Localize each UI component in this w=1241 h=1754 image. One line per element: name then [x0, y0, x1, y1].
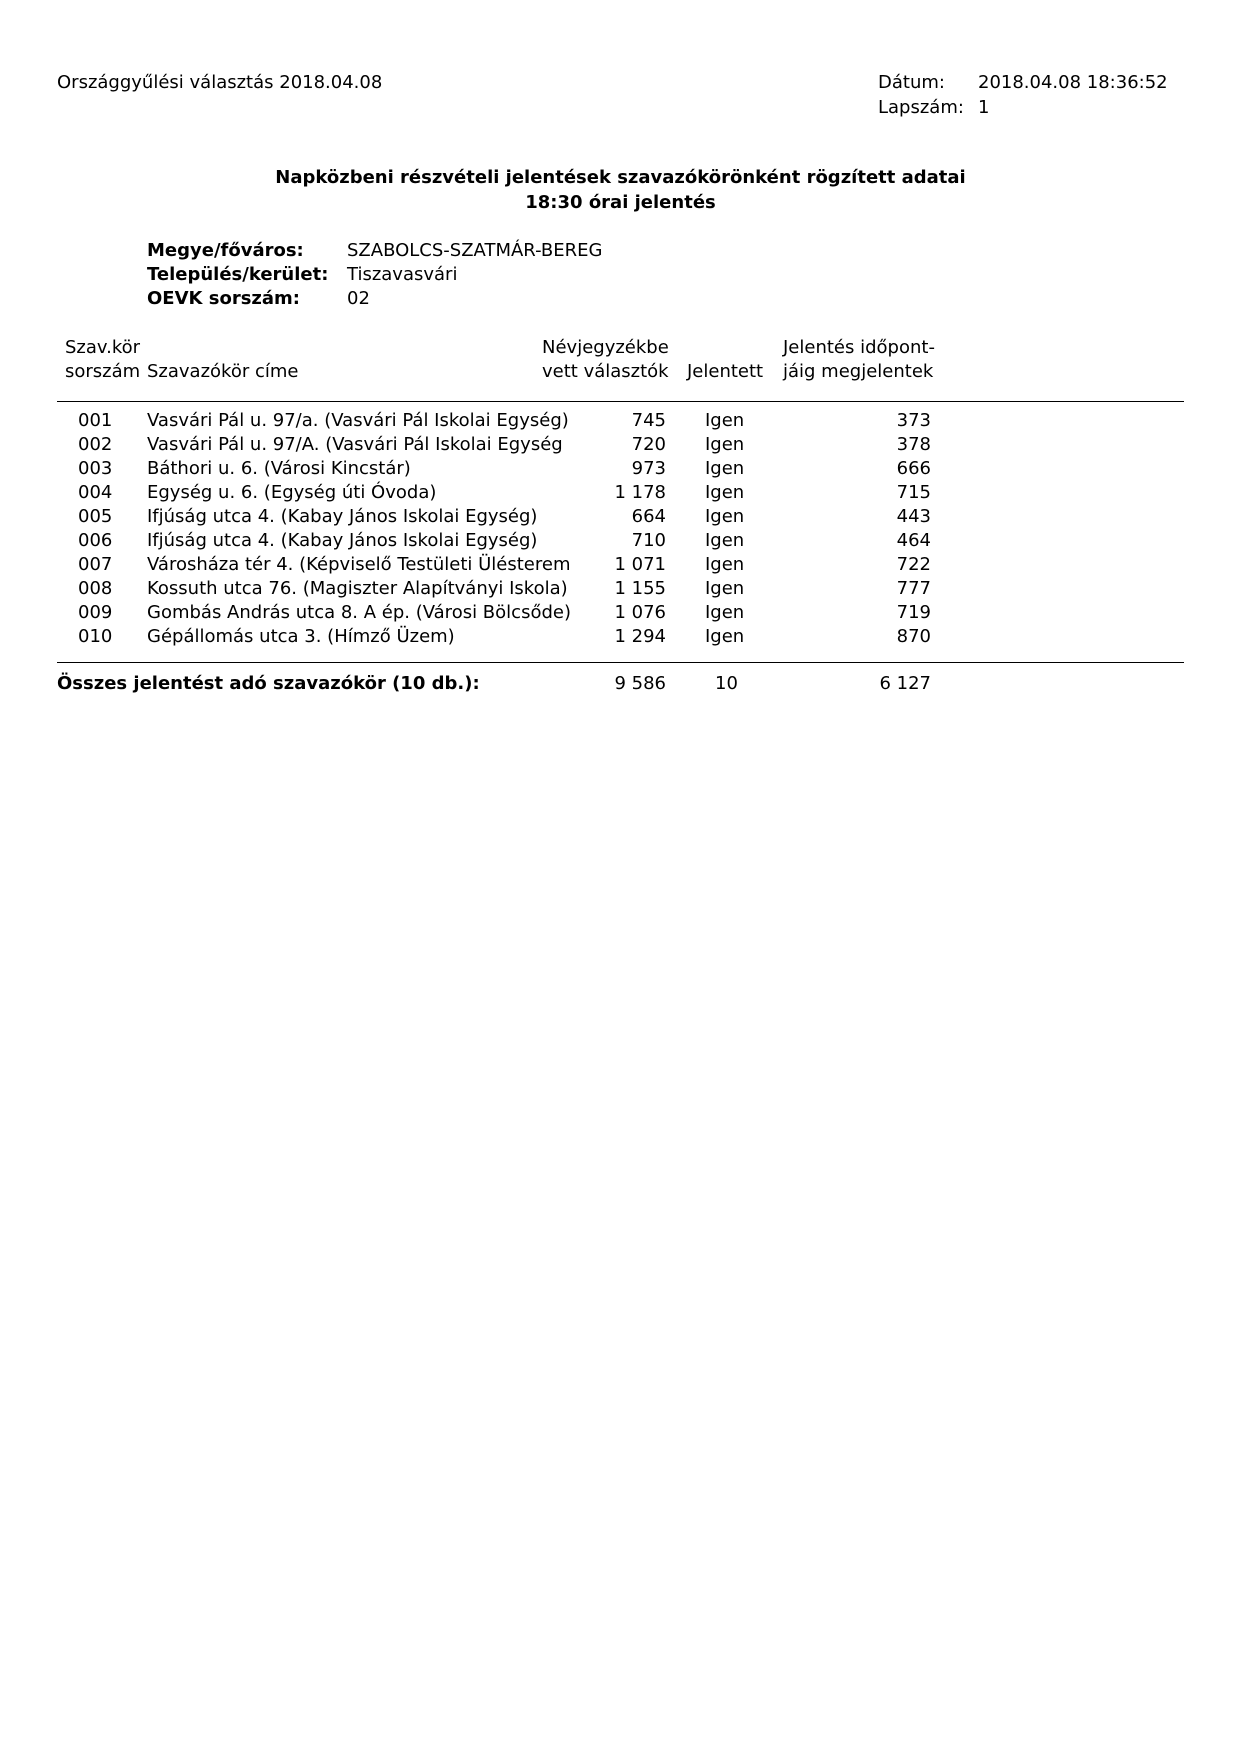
row-turnout: 378 [896, 434, 931, 455]
col-num-header-1: Szav.kör [65, 337, 141, 358]
col-voters-header-2: vett választók [542, 361, 669, 382]
row-turnout: 715 [896, 482, 931, 503]
row-turnout: 666 [896, 458, 931, 479]
col-num-header-2: sorszám [65, 361, 141, 382]
date-label: Dátum: [878, 72, 945, 93]
row-voters: 745 [631, 410, 666, 431]
total-reported: 10 [715, 673, 738, 694]
row-num: 001 [78, 410, 113, 431]
header-divider [57, 401, 1184, 402]
row-voters: 1 076 [614, 602, 666, 623]
row-turnout: 870 [896, 626, 931, 647]
row-num: 009 [78, 602, 113, 623]
row-voters: 1 071 [614, 554, 666, 575]
row-reported: Igen [705, 410, 745, 431]
table-row [0, 434, 1241, 458]
table-row [0, 602, 1241, 626]
row-address: Városháza tér 4. (Képviselő Testületi Ülésterem [147, 554, 571, 575]
row-address: Vasvári Pál u. 97/A. (Vasvári Pál Iskolai Egység [147, 434, 563, 455]
total-divider [57, 662, 1184, 663]
row-reported: Igen [705, 482, 745, 503]
settlement-value: Tiszavasvári [347, 264, 458, 285]
row-turnout: 719 [896, 602, 931, 623]
table-row [0, 482, 1241, 506]
table-row [0, 506, 1241, 530]
oevk-label: OEVK sorszám: [147, 288, 300, 309]
row-turnout: 777 [896, 578, 931, 599]
col-turnout-header-1: Jelentés időpont- [783, 337, 935, 358]
total-turnout: 6 127 [879, 673, 931, 694]
row-reported: Igen [705, 554, 745, 575]
row-address: Gépállomás utca 3. (Hímző Üzem) [147, 626, 455, 647]
row-voters: 710 [631, 530, 666, 551]
row-turnout: 464 [896, 530, 931, 551]
table-row [0, 410, 1241, 434]
row-voters: 973 [631, 458, 666, 479]
row-reported: Igen [705, 458, 745, 479]
row-turnout: 443 [896, 506, 931, 527]
report-subtitle: 18:30 órai jelentés [525, 192, 716, 213]
row-num: 003 [78, 458, 113, 479]
row-num: 008 [78, 578, 113, 599]
row-address: Kossuth utca 76. (Magiszter Alapítványi Iskola) [147, 578, 568, 599]
row-voters: 1 155 [614, 578, 666, 599]
row-address: Egység u. 6. (Egység úti Óvoda) [147, 482, 437, 503]
table-row [0, 578, 1241, 602]
report-title: Napközbeni részvételi jelentések szavazókörönként rögzített adatai [275, 167, 966, 188]
table-row [0, 626, 1241, 650]
row-turnout: 373 [896, 410, 931, 431]
row-voters: 1 178 [614, 482, 666, 503]
row-address: Báthori u. 6. (Városi Kincstár) [147, 458, 411, 479]
row-voters: 664 [631, 506, 666, 527]
county-label: Megye/főváros: [147, 240, 304, 261]
row-num: 007 [78, 554, 113, 575]
col-reported-header: Jelentett [687, 361, 764, 382]
row-voters: 720 [631, 434, 666, 455]
row-num: 005 [78, 506, 113, 527]
election-title: Országgyűlési választás 2018.04.08 [57, 72, 383, 93]
row-reported: Igen [705, 506, 745, 527]
total-voters: 9 586 [614, 673, 666, 694]
table-row [0, 554, 1241, 578]
row-num: 004 [78, 482, 113, 503]
table-row [0, 530, 1241, 554]
settlement-label: Település/kerület: [147, 264, 329, 285]
county-value: SZABOLCS-SZATMÁR-BEREG [347, 240, 603, 261]
row-num: 006 [78, 530, 113, 551]
row-address: Ifjúság utca 4. (Kabay János Iskolai Egység) [147, 530, 538, 551]
col-turnout-header-2: jáig megjelentek [783, 361, 934, 382]
row-reported: Igen [705, 578, 745, 599]
col-voters-header-1: Névjegyzékbe [542, 337, 669, 358]
row-num: 010 [78, 626, 113, 647]
row-address: Ifjúság utca 4. (Kabay János Iskolai Egység) [147, 506, 538, 527]
row-reported: Igen [705, 434, 745, 455]
page-number: 1 [978, 97, 990, 118]
row-address: Gombás András utca 8. A ép. (Városi Bölcsőde) [147, 602, 571, 623]
date-value: 2018.04.08 18:36:52 [978, 72, 1168, 93]
col-address-header: Szavazókör címe [147, 361, 299, 382]
row-address: Vasvári Pál u. 97/a. (Vasvári Pál Iskolai Egység) [147, 410, 569, 431]
row-num: 002 [78, 434, 113, 455]
row-reported: Igen [705, 530, 745, 551]
row-reported: Igen [705, 626, 745, 647]
total-label: Összes jelentést adó szavazókör (10 db.): [57, 673, 480, 694]
row-voters: 1 294 [614, 626, 666, 647]
row-reported: Igen [705, 602, 745, 623]
page-label: Lapszám: [878, 97, 964, 118]
oevk-value: 02 [347, 288, 370, 309]
row-turnout: 722 [896, 554, 931, 575]
table-row [0, 458, 1241, 482]
